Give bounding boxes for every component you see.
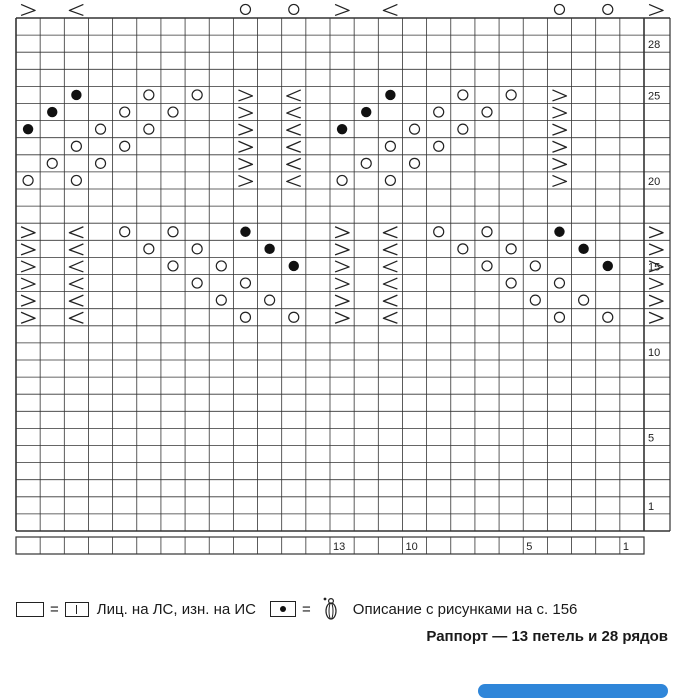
right-decrease-symbol [238, 124, 252, 135]
bobble-symbol [264, 244, 274, 254]
yarn-over-symbol [47, 158, 57, 168]
left-decrease-symbol [69, 312, 83, 323]
legend-equals-2: = [302, 600, 311, 618]
legend-equals-1: = [50, 600, 59, 618]
right-decrease-symbol [21, 278, 35, 289]
left-decrease-symbol [287, 175, 301, 186]
stitch-number: 10 [405, 541, 418, 553]
left-decrease-symbol [383, 4, 397, 15]
yarn-over-symbol [216, 261, 226, 271]
yarn-over-symbol [337, 175, 347, 185]
row-number: 28 [648, 39, 661, 52]
yarn-over-symbol [385, 175, 395, 185]
right-decrease-symbol [649, 227, 663, 238]
yarn-over-symbol [240, 4, 250, 14]
bobble-symbol [337, 124, 347, 134]
yarn-over-symbol [240, 312, 250, 322]
left-decrease-symbol [383, 244, 397, 255]
yarn-over-symbol [458, 124, 468, 134]
right-decrease-symbol [21, 261, 35, 272]
right-decrease-symbol [649, 295, 663, 306]
bobble-symbol [361, 107, 371, 117]
left-decrease-symbol [383, 261, 397, 272]
left-decrease-symbol [69, 227, 83, 238]
right-decrease-symbol [649, 4, 663, 15]
yarn-over-symbol [530, 295, 540, 305]
yarn-over-symbol [71, 141, 81, 151]
bobble-symbol [578, 244, 588, 254]
row-number: 20 [648, 176, 661, 188]
right-decrease-symbol [335, 295, 349, 306]
yarn-over-symbol [71, 175, 81, 185]
yarn-over-symbol [554, 312, 564, 322]
right-decrease-symbol [21, 295, 35, 306]
legend-bobble-symbol [270, 601, 296, 617]
right-decrease-symbol [335, 312, 349, 323]
left-decrease-symbol [287, 90, 301, 101]
left-decrease-symbol [69, 278, 83, 289]
yarn-over-symbol [434, 227, 444, 237]
right-decrease-symbol [552, 107, 566, 118]
yarn-over-symbol [192, 244, 202, 254]
yarn-over-symbol [168, 107, 178, 117]
yarn-over-symbol [192, 278, 202, 288]
right-decrease-symbol [21, 244, 35, 255]
yarn-over-symbol [144, 90, 154, 100]
yarn-over-symbol [168, 227, 178, 237]
yarn-over-symbol [168, 261, 178, 271]
right-decrease-symbol [552, 158, 566, 169]
yarn-over-symbol [144, 124, 154, 134]
yarn-over-symbol [385, 141, 395, 151]
bobble-symbol [71, 90, 81, 100]
right-decrease-symbol [335, 261, 349, 272]
bobble-symbol [554, 227, 564, 237]
left-decrease-symbol [69, 295, 83, 306]
yarn-over-symbol [506, 90, 516, 100]
right-decrease-symbol [238, 158, 252, 169]
bobble-symbol [603, 261, 613, 271]
yarn-over-symbol [96, 124, 106, 134]
yarn-over-symbol [482, 227, 492, 237]
yarn-over-symbol [240, 278, 250, 288]
yarn-over-symbol [289, 4, 299, 14]
right-decrease-symbol [552, 175, 566, 186]
legend [16, 598, 577, 620]
yarn-over-symbol [23, 175, 33, 185]
right-decrease-symbol [552, 124, 566, 135]
yarn-over-symbol [506, 278, 516, 288]
row-number: 1 [648, 500, 655, 513]
yarn-over-symbol [144, 244, 154, 254]
bobble-symbol [23, 124, 33, 134]
left-decrease-symbol [383, 295, 397, 306]
stitch-number: 5 [526, 541, 533, 553]
yarn-over-symbol [96, 158, 106, 168]
yarn-over-symbol [603, 4, 613, 14]
left-decrease-symbol [383, 227, 397, 238]
yarn-over-symbol [120, 141, 130, 151]
legend-knit-stitch-icon [65, 602, 89, 617]
left-decrease-symbol [69, 244, 83, 255]
yarn-over-symbol [458, 244, 468, 254]
blue-button-edge [478, 684, 668, 698]
left-decrease-symbol [69, 261, 83, 272]
right-decrease-symbol [238, 107, 252, 118]
right-decrease-symbol [552, 141, 566, 152]
yarn-over-symbol [434, 107, 444, 117]
row-number: 25 [648, 90, 661, 103]
right-decrease-symbol [21, 4, 35, 15]
yarn-over-symbol [554, 278, 564, 288]
right-decrease-symbol [335, 278, 349, 289]
stitch-number: 1 [622, 541, 629, 553]
yarn-over-symbol [120, 227, 130, 237]
left-decrease-symbol [287, 158, 301, 169]
yarn-over-symbol [410, 124, 420, 134]
yarn-over-symbol [554, 4, 564, 14]
left-decrease-symbol [383, 278, 397, 289]
yarn-over-symbol [506, 244, 516, 254]
bobble-symbol [385, 90, 395, 100]
yarn-over-symbol [192, 90, 202, 100]
row-number: 5 [648, 432, 655, 445]
left-decrease-symbol [383, 312, 397, 323]
yarn-over-symbol [434, 141, 444, 151]
yarn-over-symbol [361, 158, 371, 168]
right-decrease-symbol [21, 227, 35, 238]
yarn-over-symbol [458, 90, 468, 100]
right-decrease-symbol [238, 90, 252, 101]
right-decrease-symbol [335, 244, 349, 255]
right-decrease-symbol [21, 312, 35, 323]
legend-knit-symbol [16, 602, 44, 617]
right-decrease-symbol [649, 278, 663, 289]
bobble-symbol [240, 227, 250, 237]
yarn-over-symbol [216, 295, 226, 305]
right-decrease-symbol [649, 312, 663, 323]
yarn-over-symbol [530, 261, 540, 271]
yarn-over-symbol [410, 158, 420, 168]
bobble-stitch-icon [321, 597, 341, 621]
row-number: 15 [648, 261, 661, 274]
legend-bobble-text: Описание с рисунками на с. 156 [352, 600, 578, 618]
yarn-over-symbol [482, 261, 492, 271]
yarn-over-symbol [265, 295, 275, 305]
right-decrease-symbol [335, 4, 349, 15]
yarn-over-symbol [120, 107, 130, 117]
yarn-over-symbol [289, 312, 299, 322]
legend-knit-text: Лиц. на ЛС, изн. на ИС [96, 600, 257, 618]
left-decrease-symbol [287, 107, 301, 118]
rapport-note: Раппорт — 13 петель и 28 рядов [426, 628, 668, 645]
right-decrease-symbol [335, 227, 349, 238]
right-decrease-symbol [552, 90, 566, 101]
right-decrease-symbol [238, 141, 252, 152]
left-decrease-symbol [287, 141, 301, 152]
right-decrease-symbol [649, 244, 663, 255]
stitch-number: 13 [333, 541, 346, 553]
row-number: 10 [648, 347, 661, 359]
yarn-over-symbol [603, 312, 613, 322]
right-decrease-symbol [238, 175, 252, 186]
yarn-over-symbol [482, 107, 492, 117]
bobble-symbol [47, 107, 57, 117]
bobble-symbol [289, 261, 299, 271]
left-decrease-symbol [287, 124, 301, 135]
yarn-over-symbol [579, 295, 589, 305]
left-decrease-symbol [69, 4, 83, 15]
